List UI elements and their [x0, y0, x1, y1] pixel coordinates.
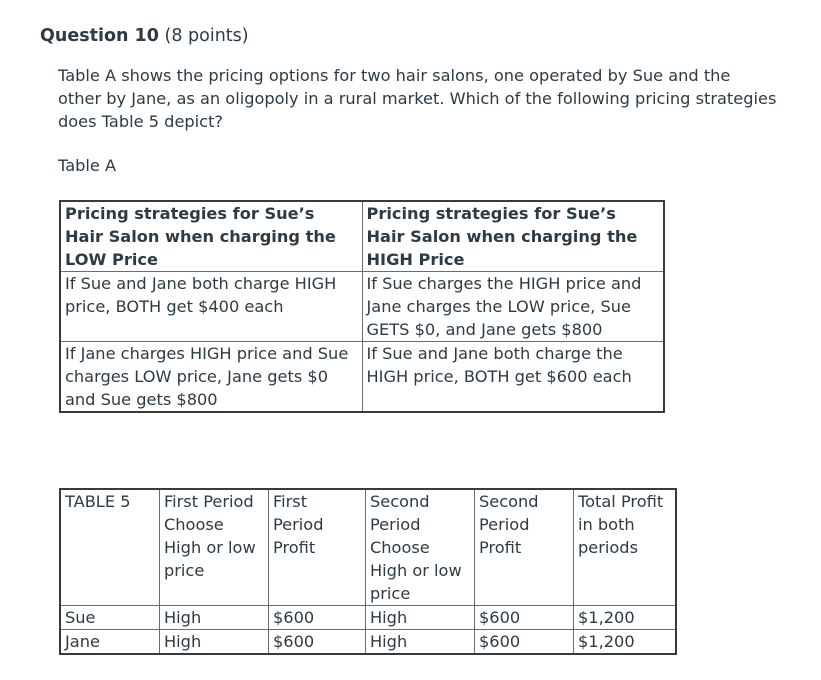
table-cell: If Sue and Jane both charge HIGH price, BOTH get $400 each: [60, 272, 362, 342]
table-header-cell: First Period Profit: [269, 489, 366, 606]
table-a: [59, 200, 665, 413]
table-cell: $1,200: [574, 630, 677, 655]
table-cell: High: [160, 606, 269, 630]
table-cell: High: [366, 606, 475, 630]
question-header: [40, 26, 249, 46]
table-cell: Jane: [60, 630, 160, 655]
table-header-row: [60, 489, 676, 606]
table-cell: High: [366, 630, 475, 655]
table-cell: High: [160, 630, 269, 655]
table-cell: $600: [269, 606, 366, 630]
table-header-cell: Pricing strategies for Sue’s Hair Salon when charging the HIGH Price: [362, 201, 664, 272]
table-cell: $600: [475, 630, 574, 655]
table-cell: Sue: [60, 606, 160, 630]
table-header-cell: Second Period Choose High or low price: [366, 489, 475, 606]
table-row: [60, 630, 676, 655]
table-cell: $600: [269, 630, 366, 655]
table-row: [60, 342, 664, 413]
table-cell: $1,200: [574, 606, 677, 630]
question-title: Question 10: [40, 26, 159, 46]
table-cell: If Sue and Jane both charge the HIGH price, BOTH get $600 each: [362, 342, 664, 413]
question-prompt: Table A shows the pricing options for two hair salons, one operated by Sue and the other by Jane, as an oligopoly in a rural market. Which of the following pricing strategies does Table 5 depict?: [58, 66, 777, 131]
table-cell: If Jane charges HIGH price and Sue charges LOW price, Jane gets $0 and Sue gets $800: [60, 342, 362, 413]
table-row: [60, 272, 664, 342]
table-5: [59, 488, 677, 655]
table-cell: $600: [475, 606, 574, 630]
table-header-cell: Total Profit in both periods: [574, 489, 677, 606]
table-header-cell: TABLE 5: [60, 489, 160, 606]
table-header-cell: Pricing strategies for Sue’s Hair Salon when charging the LOW Price: [60, 201, 362, 272]
table-header-row: [60, 201, 664, 272]
table-cell: If Sue charges the HIGH price and Jane charges the LOW price, Sue GETS $0, and Jane gets $800: [362, 272, 664, 342]
table-a-label: Table A: [58, 156, 117, 175]
question-points: (8 points): [164, 26, 249, 46]
table-header-cell: First Period Choose High or low price: [160, 489, 269, 606]
table-row: [60, 606, 676, 630]
table-header-cell: Second Period Profit: [475, 489, 574, 606]
